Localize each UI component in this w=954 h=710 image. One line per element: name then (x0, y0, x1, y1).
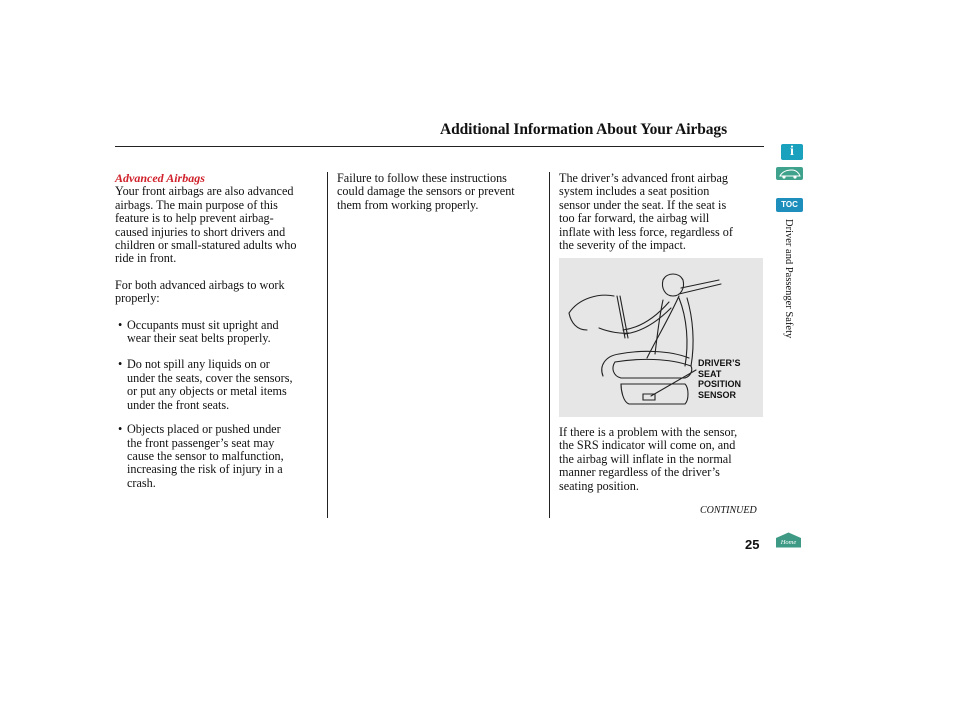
column-divider (549, 172, 550, 518)
info-icon[interactable]: i (781, 144, 803, 160)
car-index-button[interactable] (776, 167, 803, 180)
paragraph: If there is a problem with the sensor, the SRS indicator will come on, and the airbag will inflate in the normal manner regardless of the driver’s seating position. (559, 425, 738, 493)
home-icon (775, 532, 802, 548)
continued-label: CONTINUED (700, 505, 757, 516)
bullet-marker: • (118, 357, 123, 372)
home-label: Home (780, 539, 797, 546)
toc-button[interactable]: TOC (776, 198, 803, 212)
column-middle (337, 172, 547, 212)
bullet-marker: • (118, 422, 123, 437)
home-button[interactable] (775, 532, 802, 548)
paragraph: The driver’s advanced front airbag system includes a seat position sensor under the seat. If the seat is too far forward, the airbag will inflate with less force, regardless of the severity of the impact. (559, 171, 733, 253)
bullet-marker: • (118, 317, 123, 332)
column-right-lower (559, 426, 769, 493)
paragraph: For both advanced airbags to work properly: (115, 277, 285, 306)
page-number: 25 (745, 537, 760, 552)
paragraph: Your front airbags are also advanced airbags. The main purpose of this feature is to help prevent airbag- caused injuries to short drivers and children or small-statured adults who ride in front. (115, 184, 297, 266)
column-right (559, 172, 769, 252)
sensor-label: DRIVER’S SEAT POSITION SENSOR (698, 358, 742, 400)
bullet-item: • Objects placed or pushed under the front passenger’s seat may cause the sensor to malfunction, increasing the risk of injury in a crash. (115, 423, 325, 490)
column-divider (327, 172, 328, 518)
bullet-item: • Occupants must sit upright and wear their seat belts properly. (115, 319, 325, 346)
page-title: Additional Information About Your Airbags (440, 121, 728, 138)
section-tab-label: Driver and Passenger Safety (783, 219, 794, 339)
paragraph: Failure to follow these instructions could damage the sensors or prevent them from working properly. (337, 171, 515, 212)
bullet-item: • Do not spill any liquids on or under the seats, cover the sensors, or put any objects or metal items under the front seats. (115, 358, 325, 412)
car-icon (776, 167, 803, 180)
title-rule (115, 146, 764, 147)
section-subheading: Advanced Airbags (115, 171, 205, 185)
column-left (115, 172, 325, 490)
seat-sensor-illustration (559, 258, 763, 417)
